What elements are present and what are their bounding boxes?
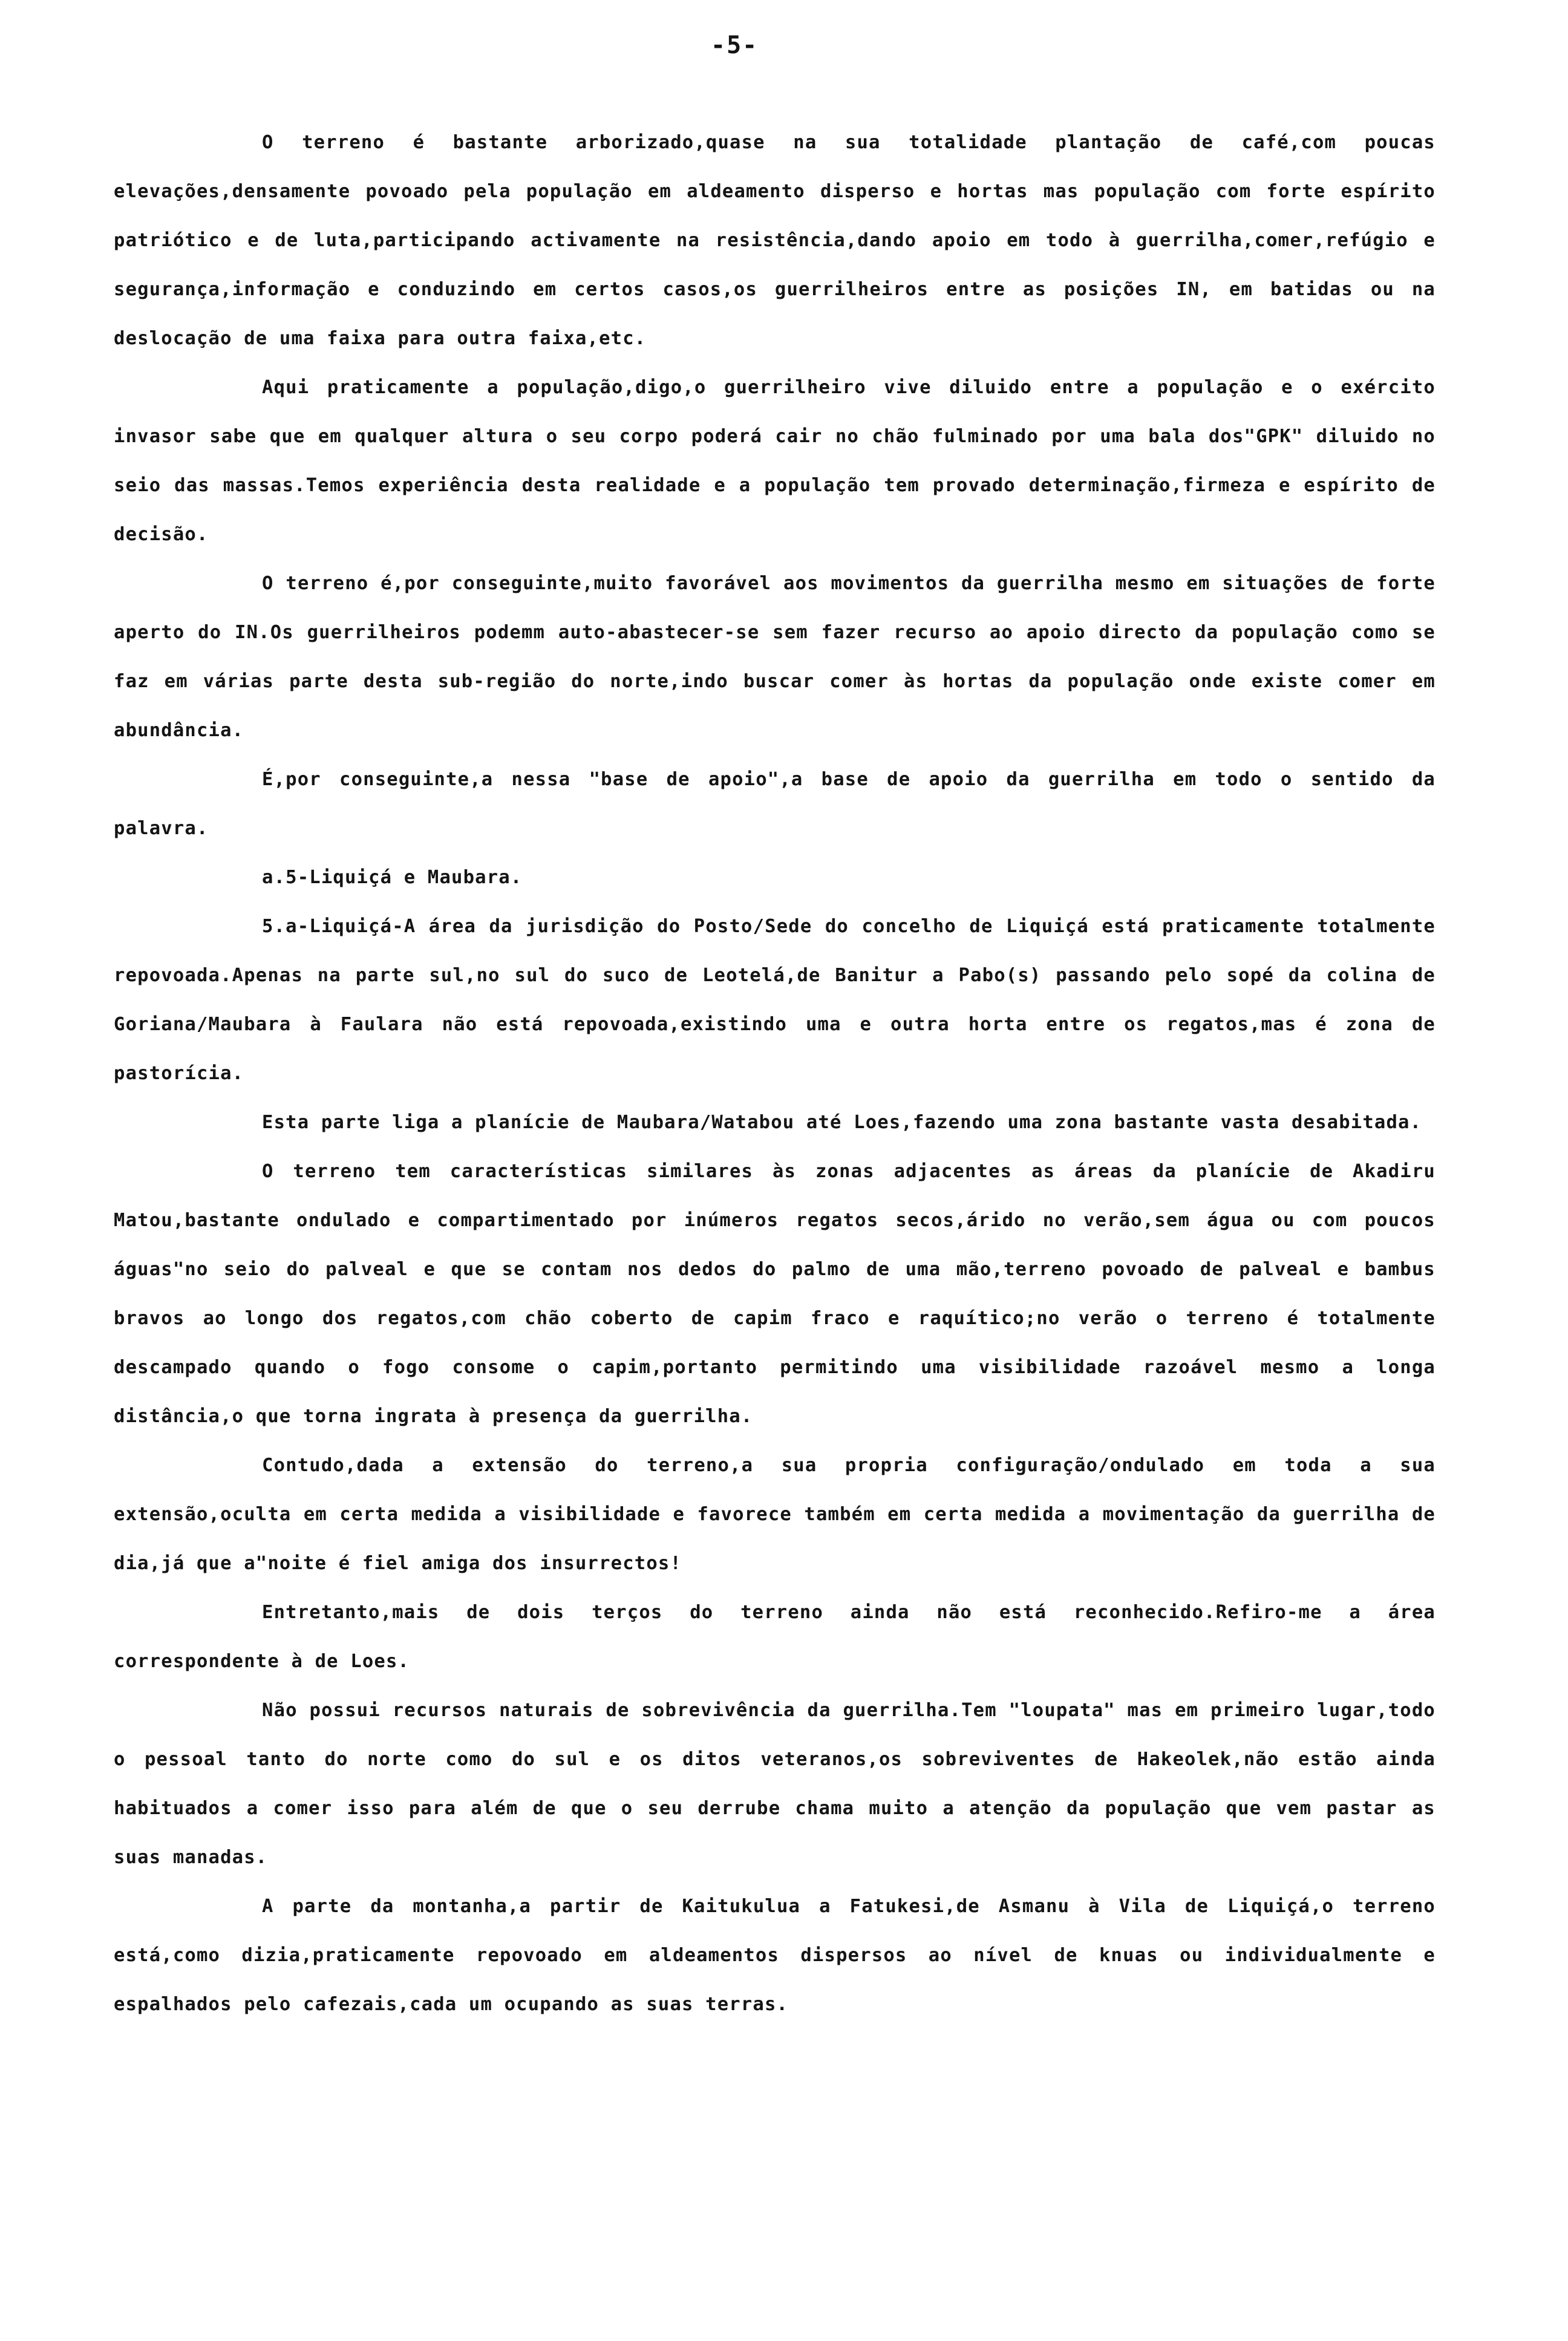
paragraph-maubara-plain: Esta parte liga a planície de Maubara/Watabou até Loes,fazendo uma zona bastante vasta desabitada.: [262, 1112, 1422, 1133]
paragraph-terrain-characteristics: O terreno tem características similares às zonas adjacentes as áreas da planície de Akadiru Matou,bastante ondulado e compartimentado por inúmeros regatos secos,árido no verão,sem água ou com poucos águas"no seio do palveal e que se contam nos dedos do palmo de uma mão,terreno povoado de palveal e bambus bravos ao longo dos regatos,com chão coberto de capim fraco e raquítico;no verão o terreno é totalmente descampado quando o fogo consome o capim,portanto permitindo uma visibilidade razoável mesmo a longa distância,o que torna ingrata à presença da guerrilha.: [114, 1161, 1436, 1427]
paragraph-terrain-description: O terreno é bastante arborizado,quase na sua totalidade plantação de café,com poucas elevações,densamente povoado pela população em aldeamento disperso e hortas mas população com forte espírito patriótico e de luta,participando activamente na resistência,dando apoio em todo à guerrilha,comer,refúgio e segurança,informação e conduzindo em certos casos,os guerrilheiros entre as posições IN, em batidas ou na deslocação de uma faixa para outra faixa,etc.: [114, 132, 1436, 349]
paragraph-natural-resources: Não possui recursos naturais de sobrevivência da guerrilha.Tem "loupata" mas em primeiro lugar,todo o pessoal tanto do norte como do sul e os ditos veteranos,os sobreviventes de Hakeolek,não estão ainda habituados a comer isso para além de que o seu derrube chama muito a atenção da população que vem pastar as suas manadas.: [114, 1700, 1436, 1868]
paragraph-population-guerrilla: Aqui praticamente a população,digo,o guerrilheiro vive diluido entre a população e o exército invasor sabe que em qualquer altura o seu corpo poderá cair no chão fulminado por uma bala dos"GPK" diluido no seio das massas.Temos experiência desta realidade e a população tem provado determinação,firmeza e espírito de decisão.: [114, 377, 1436, 545]
document-body: [114, 118, 1436, 2029]
paragraph-support-base: É,por conseguinte,a nessa "base de apoio",a base de apoio da guerrilha em todo o sentido da palavra.: [114, 769, 1436, 839]
paragraph-liquica-jurisdiction: 5.a-Liquiçá-A área da jurisdição do Posto/Sede do concelho de Liquiçá está praticamente totalmente repovoada.Apenas na parte sul,no sul do suco de Leotelá,de Banitur a Pabo(s) passando pelo sopé da colina de Goriana/Maubara à Faulara não está repovoada,existindo uma e outra horta entre os regatos,mas é zona de pastorícia.: [114, 916, 1436, 1084]
paragraph-terrain-extension: Contudo,dada a extensão do terreno,a sua propria configuração/ondulado em toda a sua extensão,oculta em certa medida a visibilidade e favorece também em certa medida a movimentação da guerrilha de dia,já que a"noite é fiel amiga dos insurrectos!: [114, 1455, 1436, 1574]
paragraph-unreconnoitered: Entretanto,mais de dois terços do terreno ainda não está reconhecido.Refiro-me a área correspondente à de Loes.: [114, 1602, 1436, 1672]
paragraph-mountain-area: A parte da montanha,a partir de Kaitukulua a Fatukesi,de Asmanu à Vila de Liquiçá,o terreno está,como dizia,praticamente repovoado em aldeamentos dispersos ao nível de knuas ou individualmente e espalhados pelo cafezais,cada um ocupando as suas terras.: [114, 1896, 1436, 2015]
page-number: -5-: [711, 31, 759, 59]
paragraph-favorable-terrain: O terreno é,por conseguinte,muito favorável aos movimentos da guerrilha mesmo em situações de forte aperto do IN.Os guerrilheiros podemm auto-abastecer-se sem fazer recurso ao apoio directo da população como se faz em várias parte desta sub-região do norte,indo buscar comer às hortas da população onde existe comer em abundância.: [114, 573, 1436, 741]
section-heading: a.5-Liquiçá e Maubara.: [262, 867, 523, 888]
